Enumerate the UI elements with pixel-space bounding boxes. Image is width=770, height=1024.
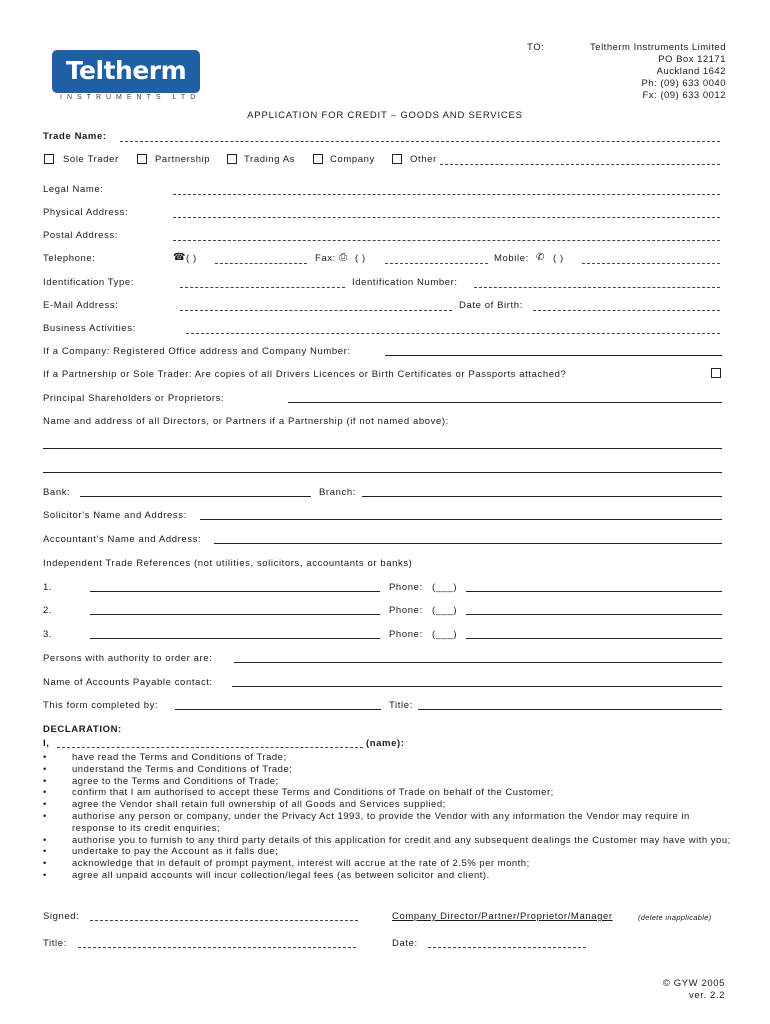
company-checkbox[interactable]	[313, 154, 323, 164]
bank-label: Bank:	[43, 487, 71, 498]
shareholders-field[interactable]	[288, 402, 722, 403]
business-activities-label: Business Activities:	[43, 323, 136, 334]
accounts-payable-label: Name of Accounts Payable contact:	[43, 677, 213, 688]
persons-authority-field[interactable]	[234, 662, 722, 663]
identification-number-field[interactable]	[474, 287, 720, 288]
physical-address-label: Physical Address:	[43, 207, 129, 218]
partnership-checkbox[interactable]	[137, 154, 147, 164]
other-checkbox[interactable]	[392, 154, 402, 164]
trading-as-checkbox[interactable]	[227, 154, 237, 164]
reference-phone-label: Phone:	[389, 605, 423, 616]
address-line: Teltherm Instruments Limited	[590, 42, 726, 53]
signature-date-field[interactable]	[428, 947, 586, 948]
id-documents-question: If a Partnership or Sole Trader: Are copies of all Drivers Licences or Birth Certificates or Passports attached?	[43, 369, 567, 380]
legal-name-label: Legal Name:	[43, 184, 104, 195]
fax-paren: ( )	[355, 253, 366, 264]
signed-label: Signed:	[43, 911, 80, 922]
telephone-label: Telephone:	[43, 253, 96, 264]
declaration-item: • authorise you to furnish to any third party details of this application for credit and any subsequent dealings the Customer may have with you;	[43, 835, 733, 847]
to-label: TO:	[527, 42, 545, 53]
signer-role: Company Director/Partner/Proprietor/Manager	[392, 911, 613, 922]
completed-title-label: Title:	[389, 700, 413, 711]
other-label: Other	[410, 154, 437, 165]
partnership-label: Partnership	[155, 154, 211, 165]
solicitor-label: Solicitor's Name and Address:	[43, 510, 187, 521]
identification-number-label: Identification Number:	[352, 277, 458, 288]
trade-name-label: Trade Name:	[43, 131, 107, 142]
declaration-item: • undertake to pay the Account as it falls due;	[43, 846, 733, 858]
footer	[663, 978, 725, 1002]
phone-icon: ☎	[173, 252, 187, 263]
directors-field-line-1[interactable]	[43, 448, 722, 449]
signature-title-field[interactable]	[78, 947, 356, 948]
copyright: © GYW 2005	[662, 978, 725, 989]
declaration-item: • authorise any person or company, under the Privacy Act 1993, to provide the Vendor with any information the Vendor may require in response to its credit enquiries;	[43, 811, 733, 835]
reference-phone-label: Phone:	[389, 582, 423, 593]
form-title: APPLICATION FOR CREDIT – GOODS AND SERVICES	[247, 110, 523, 121]
shareholders-label: Principal Shareholders or Proprietors:	[43, 393, 225, 404]
sole-trader-label: Sole Trader	[63, 154, 119, 165]
mobile-label: Mobile:	[494, 253, 529, 264]
fax-label: Fax:	[315, 253, 336, 264]
company-label: Company	[330, 154, 375, 165]
solicitor-field[interactable]	[200, 519, 722, 520]
signature-title-label: Title:	[43, 938, 67, 949]
completed-title-field[interactable]	[418, 709, 722, 710]
dob-label: Date of Birth:	[459, 300, 523, 311]
company-office-field[interactable]	[385, 355, 722, 356]
mobile-paren: ( )	[553, 253, 564, 264]
logo-subtitle: INSTRUMENTS LTD	[60, 94, 201, 101]
references-heading: Independent Trade References (not utilities, solicitors, accountants or banks)	[43, 558, 413, 569]
company-logo	[52, 50, 200, 93]
address-line: PO Box 12171	[658, 54, 726, 65]
signature-date-label: Date:	[392, 938, 418, 949]
company-office-label: If a Company: Registered Office address and Company Number:	[43, 346, 351, 357]
reference-phone-paren: (___)	[432, 605, 458, 616]
trade-name-field[interactable]	[120, 141, 720, 142]
signed-field[interactable]	[90, 920, 358, 921]
fax-field[interactable]	[385, 263, 488, 264]
reference-number: 3.	[43, 629, 53, 640]
declaration-item: • agree the Vendor shall retain full ownership of all Goods and Services supplied;	[43, 799, 733, 811]
dob-field[interactable]	[533, 310, 720, 311]
declaration-list	[43, 752, 733, 882]
reference-3-phone-field[interactable]	[466, 638, 722, 639]
address-line: Auckland 1642	[656, 66, 726, 77]
branch-label: Branch:	[319, 487, 356, 498]
identification-type-label: Identification Type:	[43, 277, 135, 288]
declaration-item: • confirm that I am authorised to accept these Terms and Conditions of Trade on behalf of the Customer;	[43, 787, 733, 799]
accounts-payable-field[interactable]	[232, 686, 722, 687]
logo-wordmark: Teltherm	[65, 56, 187, 85]
legal-name-field[interactable]	[173, 194, 720, 195]
trading-as-label: Trading As	[244, 154, 296, 165]
identification-type-field[interactable]	[180, 287, 345, 288]
mobile-field[interactable]	[582, 263, 720, 264]
declaration-item: • agree to the Terms and Conditions of Trade;	[43, 776, 733, 788]
fax-icon: ⎙	[339, 252, 348, 263]
accountant-label: Accountant's Name and Address:	[43, 534, 202, 545]
reference-2-phone-field[interactable]	[466, 614, 722, 615]
other-field[interactable]	[440, 164, 720, 165]
completed-by-field[interactable]	[175, 709, 381, 710]
reference-phone-paren: (___)	[432, 582, 458, 593]
postal-address-field[interactable]	[173, 240, 720, 241]
declaration-name-field[interactable]	[57, 747, 363, 748]
declaration-item: • understand the Terms and Conditions of Trade;	[43, 764, 733, 776]
declaration-heading: DECLARATION:	[43, 724, 122, 735]
declaration-item: • acknowledge that in default of prompt payment, interest will accrue at the rate of 2.5% per month;	[43, 858, 733, 870]
address-line: Fx: (09) 633 0012	[642, 90, 726, 101]
telephone-field[interactable]	[215, 263, 307, 264]
sole-trader-checkbox[interactable]	[44, 154, 54, 164]
declaration-item: • have read the Terms and Conditions of Trade;	[43, 752, 733, 764]
email-field[interactable]	[180, 310, 452, 311]
directors-label: Name and address of all Directors, or Partners if a Partnership (if not named above):	[43, 416, 449, 427]
business-activities-field[interactable]	[186, 333, 720, 334]
branch-field[interactable]	[362, 496, 722, 497]
physical-address-field[interactable]	[173, 217, 720, 218]
reference-number: 1.	[43, 582, 53, 593]
telephone-paren: ( )	[186, 253, 197, 264]
declaration-intro: I,	[43, 738, 50, 749]
directors-field-line-2[interactable]	[43, 472, 722, 473]
mobile-icon: ✆	[536, 252, 545, 263]
email-label: E-Mail Address:	[43, 300, 119, 311]
postal-address-label: Postal Address:	[43, 230, 119, 241]
reference-phone-paren: (___)	[432, 629, 458, 640]
version: ver. 2.2	[689, 990, 725, 1001]
declaration-name-suffix: (name):	[366, 738, 405, 749]
bank-field[interactable]	[80, 496, 311, 497]
reference-1-name-field[interactable]	[90, 591, 380, 592]
accountant-field[interactable]	[214, 543, 722, 544]
reference-3-name-field[interactable]	[90, 638, 380, 639]
id-documents-checkbox[interactable]	[711, 368, 721, 378]
declaration-item: • agree all unpaid accounts will incur collection/legal fees (as between solicitor and client).	[43, 870, 733, 882]
signer-role-note: (delete inapplicable)	[638, 913, 712, 922]
completed-by-label: This form completed by:	[43, 700, 159, 711]
address-line: Ph: (09) 633 0040	[641, 78, 726, 89]
persons-authority-label: Persons with authority to order are:	[43, 653, 213, 664]
reference-number: 2.	[43, 605, 53, 616]
reference-phone-label: Phone:	[389, 629, 423, 640]
recipient-address	[560, 42, 726, 102]
reference-2-name-field[interactable]	[90, 614, 380, 615]
reference-1-phone-field[interactable]	[466, 591, 722, 592]
